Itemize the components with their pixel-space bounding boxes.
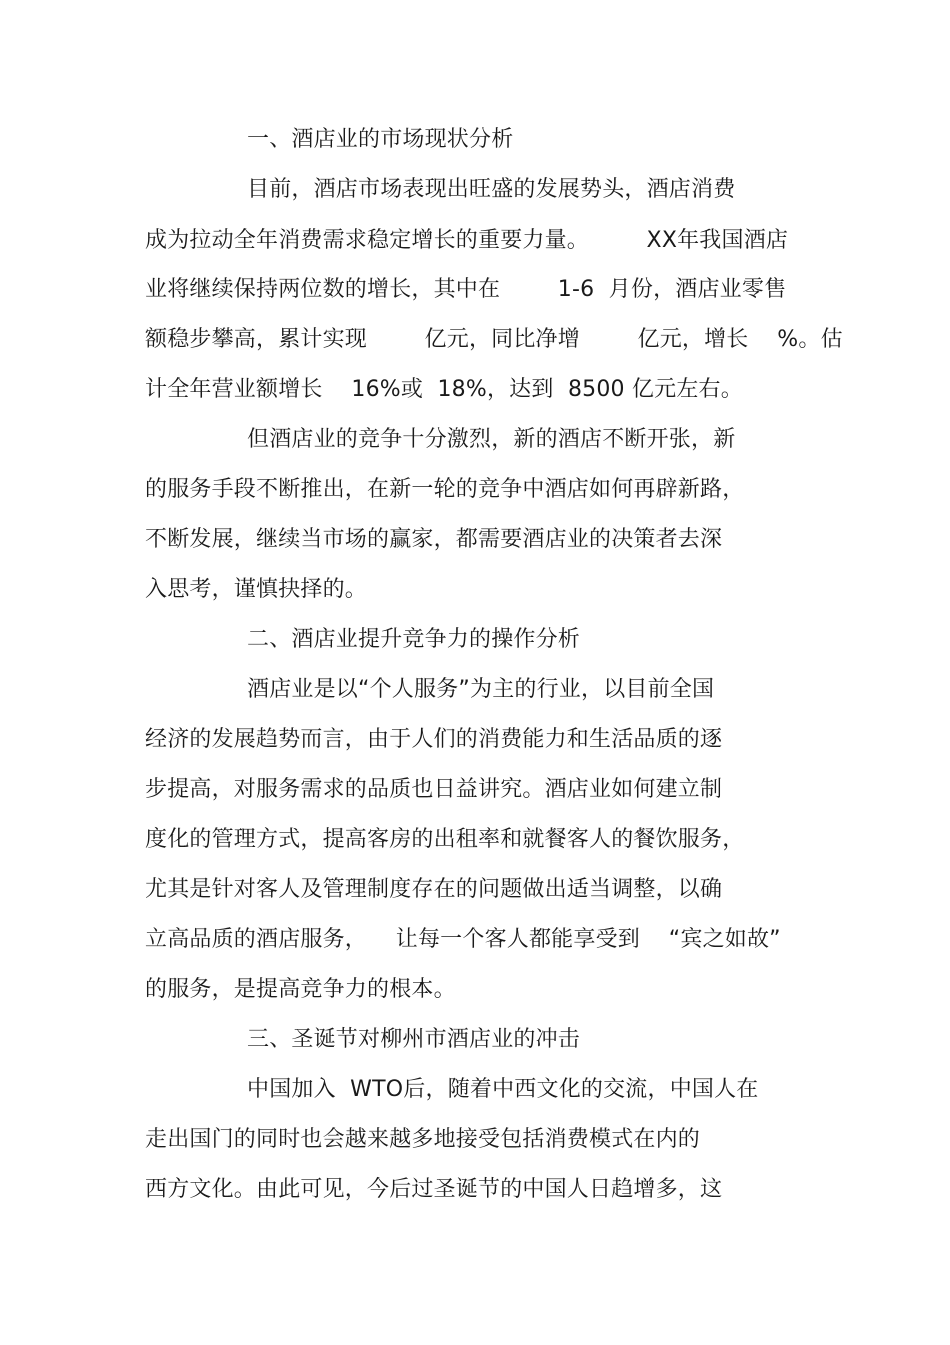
- paragraph-line: 业将继续保持两位数的增长，其中在 1-6 月份，酒店业零售: [145, 277, 787, 302]
- paragraph-line: 目前，酒店市场表现出旺盛的发展势头，酒店消费: [247, 177, 736, 202]
- paragraph-line: 度化的管理方式，提高客房的出租率和就餐客人的餐饮服务，: [145, 827, 745, 852]
- paragraph-line: 尤其是针对客人及管理制度存在的问题做出适当调整，以确: [145, 877, 723, 902]
- paragraph-line: 额稳步攀高，累计实现 亿元，同比净增 亿元，增长 %。估: [145, 327, 843, 352]
- paragraph-line: 不断发展，继续当市场的赢家，都需要酒店业的决策者去深: [145, 527, 723, 552]
- paragraph-line: 步提高，对服务需求的品质也日益讲究。酒店业如何建立制: [145, 777, 723, 802]
- paragraph-line: 西方文化。由此可见，今后过圣诞节的中国人日趋增多，这: [145, 1177, 723, 1202]
- section-heading-1: 一、酒店业的市场现状分析: [247, 127, 514, 152]
- paragraph-line: 中国加入 WTO后，随着中西文化的交流，中国人在: [247, 1077, 759, 1102]
- paragraph-line: 但酒店业的竞争十分激烈，新的酒店不断开张，新: [247, 427, 736, 452]
- paragraph-line: 入思考，谨慎抉择的。: [145, 577, 368, 602]
- paragraph-line: 经济的发展趋势而言，由于人们的消费能力和生活品质的逐: [145, 727, 723, 752]
- paragraph-line: 走出国门的同时也会越来越多地接受包括消费模式在内的: [145, 1127, 701, 1152]
- paragraph-line: 计全年营业额增长 16%或 18%，达到 8500 亿元左右。: [145, 377, 743, 402]
- paragraph-line: 的服务手段不断推出，在新一轮的竞争中酒店如何再辟新路，: [145, 477, 745, 502]
- paragraph-line: 立高品质的酒店服务， 让每一个客人都能享受到 “宾之如故”: [145, 927, 781, 952]
- section-heading-2: 二、酒店业提升竞争力的操作分析: [247, 627, 581, 652]
- paragraph-line: 的服务，是提高竞争力的根本。: [145, 977, 456, 1002]
- paragraph-line: 酒店业是以“个人服务”为主的行业，以目前全国: [247, 677, 715, 702]
- paragraph-line: 成为拉动全年消费需求稳定增长的重要力量。 XX年我国酒店: [145, 228, 789, 253]
- section-heading-3: 三、圣诞节对柳州市酒店业的冲击: [247, 1027, 581, 1052]
